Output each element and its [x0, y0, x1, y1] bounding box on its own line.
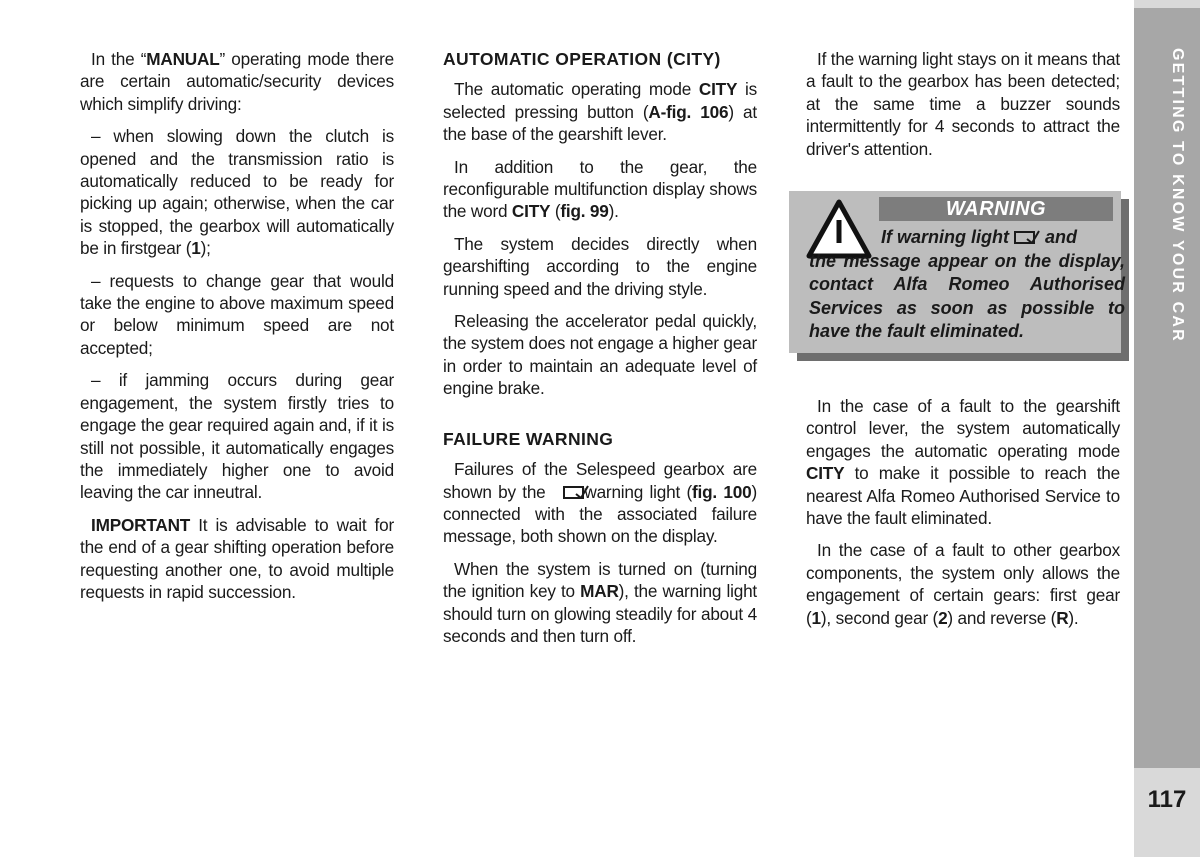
paragraph: When the system is turned on (turning the ignition key to MAR), the warning light should turn on glowing steadily for about 4 seconds and then turn off.	[443, 558, 758, 646]
warning-box	[789, 191, 1129, 361]
gearbox-fault-icon	[1014, 227, 1040, 241]
paragraph: In the case of a fault to other gearbox components, the system only allows the engagement of certain gears: first gear (1), second gear (2) and reverse (R).	[806, 540, 1120, 628]
paragraph: – when slowing down the clutch is opened and the transmission ratio is automatically reduced to be ready for picking up again; otherwise, when the car is stopped, the gearbox will automatically be in firstgear (1);	[80, 126, 394, 259]
gearbox-fault-icon	[552, 482, 578, 496]
column-3-lower	[806, 395, 1120, 639]
paragraph: Failures of the Selespeed gearbox are shown by the warning light (fig. 100) connected with the associated failure message, both shown on the display.	[443, 459, 757, 547]
paragraph: – requests to change gear that would take the engine to above maximum speed or below minimum speed are not accepted;	[80, 270, 394, 358]
column-1	[80, 48, 394, 613]
warning-title: WARNING	[879, 197, 1113, 221]
section-heading-automatic-operation: AUTOMATIC OPERATION (CITY)	[443, 49, 721, 69]
paragraph: In addition to the gear, the reconfigurable multifunction display shows the word CITY (fig. 99).	[443, 156, 757, 222]
paragraph: – if jamming occurs during gear engagement, the system firstly tries to engage the gear required again and, if it is still not possible, it automatically engages the immediately higher one to avoid leaving the car inneutral.	[80, 370, 394, 503]
section-heading-failure-warning: FAILURE WARNING	[443, 428, 614, 449]
paragraph: The system decides directly when gearshifting according to the engine running speed and the driving style.	[443, 233, 757, 299]
page-number: 117	[1147, 786, 1187, 813]
paragraph: In the case of a fault to the gearshift control lever, the system automatically engages the automatic operating mode CITY to make it possible to reach the nearest Alfa Romeo Authorised Service to have the fault eliminated.	[806, 396, 1120, 529]
paragraph: In the “MANUAL” operating mode there are certain automatic/security devices which simplify driving:	[80, 49, 394, 114]
chapter-title: GETTING TO KNOW YOUR CAR	[1169, 48, 1186, 343]
paragraph: The automatic operating mode CITY is selected pressing button (A-fig. 106) at the base of the gearshift lever.	[443, 79, 757, 145]
column-3	[806, 48, 1120, 170]
warning-text: If warning light and the message appear on the display, contact Alfa Romeo Authorised Services as soon as possible to have the fault eliminated.	[809, 227, 1125, 341]
paragraph: If the warning light stays on it means that a fault to the gearbox has been detected; at the same time a buzzer sounds intermittently for 4 seconds to attract the driver's attention.	[806, 49, 1120, 159]
column-2	[443, 48, 757, 657]
important-note: IMPORTANT It is advisable to wait for the end of a gear shifting operation before requesting another one, to avoid multiple requests in rapid succession.	[80, 514, 394, 602]
paragraph: Releasing the accelerator pedal quickly, the system does not engage a higher gear in order to maintain an adequate level of engine brake.	[443, 311, 758, 399]
chapter-side-tab	[1134, 0, 1200, 857]
